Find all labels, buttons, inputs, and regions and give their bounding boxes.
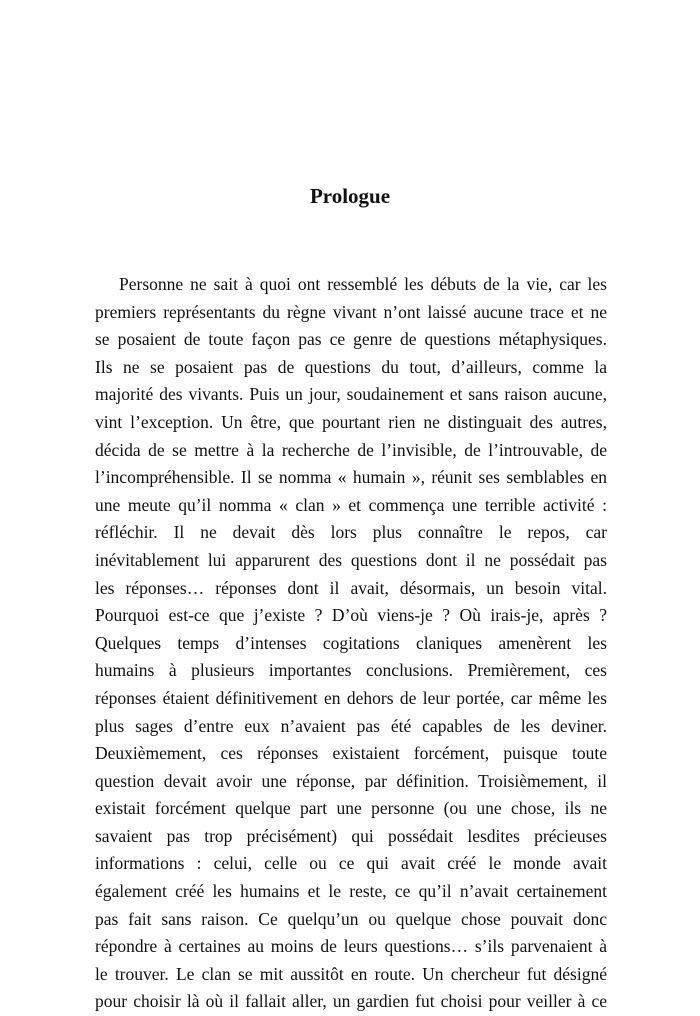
text-line: se posaient de toute façon pas ce genre de questions métaphysiques.	[95, 329, 607, 350]
text-line: inévitablement lui apparurent des questions dont il ne possédait pas	[95, 549, 607, 570]
text-line: une meute qu’il nomma « clan » et commença une terrible activité :	[95, 494, 607, 515]
text-line: décida de se mettre à la recherche de l’invisible, de l’introuvable, de	[95, 439, 607, 460]
text-line: Quelques temps d’intenses cogitations claniques amenèrent les	[95, 632, 607, 653]
text-line: l’incompréhensible. Il se nomma « humain », réunit ses semblables en	[95, 467, 607, 488]
text-line: plus sages d’entre eux n’avaient pas été capables de les deviner.	[95, 715, 607, 736]
prologue-paragraph	[95, 271, 607, 1016]
text-line: les réponses… réponses dont il avait, désormais, un besoin vital.	[95, 577, 607, 598]
text-line: réfléchir. Il ne devait dès lors plus connaître le repos, car	[95, 522, 607, 543]
text-line: existait forcément quelque part une personne (ou une chose, ils ne	[95, 798, 607, 819]
text-line: majorité des vivants. Puis un jour, soudainement et sans raison aucune,	[95, 384, 607, 405]
text-line: le trouver. Le clan se mit aussitôt en route. Un chercheur fut désigné	[95, 963, 607, 984]
text-line: informations : celui, celle ou ce qui avait créé le monde avait	[95, 853, 607, 874]
text-line: Personne ne sait à quoi ont ressemblé les débuts de la vie, car les	[119, 274, 607, 294]
text-line: humains à plusieurs importantes conclusions. Premièrement, ces	[95, 660, 607, 681]
page-title: Prologue	[309, 184, 391, 208]
text-line: vint l’exception. Un être, que pourtant rien ne distinguait des autres,	[95, 411, 607, 432]
text-line: Deuxièmement, ces réponses existaient forcément, puisque toute	[95, 743, 607, 764]
text-line: Ils ne se posaient pas de questions du tout, d’ailleurs, comme la	[95, 356, 607, 377]
text-line: réponses étaient définitivement en dehors de leur portée, car même les	[95, 687, 607, 708]
text-line: pas fait sans raison. Ce quelqu’un ou quelque chose pouvait donc	[95, 908, 607, 929]
text-line: savaient pas trop précisément) qui possédait lesdites précieuses	[95, 825, 607, 846]
text-line: question devait avoir une réponse, par définition. Troisièmement, il	[95, 770, 607, 791]
text-line: répondre à certaines au moins de leurs questions… s’ils parvenaient à	[95, 936, 607, 957]
text-line: pour choisir là où il fallait aller, un gardien fut choisi pour veiller à ce	[95, 991, 607, 1012]
text-line: premiers représentants du règne vivant n’ont laissé aucune trace et ne	[95, 301, 607, 322]
text-line: également créé les humains et le reste, ce qu’il n’avait certainement	[95, 881, 607, 902]
text-line: Pourquoi est-ce que j’existe ? D’où viens-je ? Où irais-je, après ?	[95, 605, 607, 626]
